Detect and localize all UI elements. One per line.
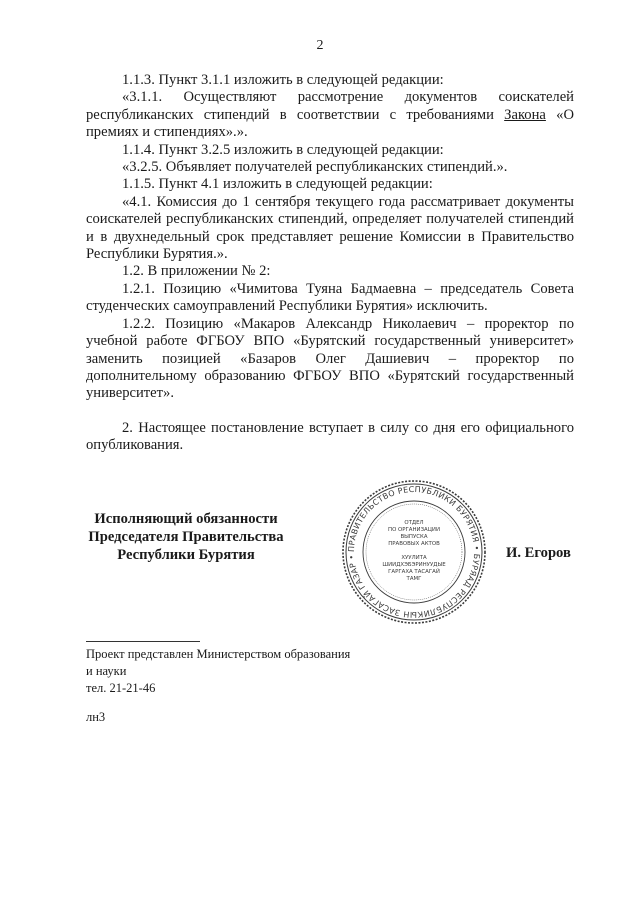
svg-text:ПРАВИТЕЛЬСТВО РЕСПУБЛИКИ БУРЯТ (347, 485, 481, 619)
seal-line: ХУУЛИТА (401, 555, 427, 561)
spacer (86, 403, 574, 420)
paragraph-3-1-1 (86, 89, 574, 141)
seal-outer-text: ПРАВИТЕЛЬСТВО РЕСПУБЛИКИ БУРЯТИЯ • БУРЯАД РЕСПУБЛИКЫН ЗАСАГАЙ ГАЗАР • (346, 484, 482, 620)
page-number: 2 (316, 38, 324, 53)
footnote-line: и науки (86, 664, 127, 678)
law-link[interactable]: Закона (504, 106, 546, 123)
footnote-divider (86, 641, 200, 642)
seal-line: ШИИДХЭБЭРИНУУДЫЕ (382, 562, 446, 568)
footnote-line: Проект представлен Министерством образования (86, 647, 351, 661)
signatory-title-line: Председателя Правительства (88, 529, 284, 545)
footnote-phone: тел. 21-21-46 (86, 681, 156, 695)
paragraph-1-1-3: 1.1.3. Пункт 3.1.1 изложить в следующей редакции: (122, 72, 444, 88)
seal-line: ВЫПУСКА (400, 534, 428, 540)
paragraph-text: «3.1.1. Осуществляют рассмотрение документов соискателей республиканских стипендий в соответствии с требованиями (86, 89, 574, 123)
seal-line: ГАРГАХА ТАСАГАЙ (388, 569, 440, 575)
document-body (86, 72, 574, 455)
paragraph-1-1-4: 1.1.4. Пункт 3.2.5 изложить в следующей редакции: (122, 141, 444, 158)
paragraph-1-2-1: 1.2.1. Позицию «Чимитова Туяна Бадмаевна – председатель Совета студенческих самоуправлений Республики Бурятия» исключить. (86, 280, 574, 315)
paragraph-3-2-5: «3.2.5. Объявляет получателей республиканских стипендий.». (122, 159, 508, 176)
paragraph-1-2-2: 1.2.2. Позицию «Макаров Александр Николаевич – проректор по учебной работе ФГБОУ ВПО «Бурятский государственный университет» заменить позицией «Базаров Олег Дашиевич – проректор по дополнительному образованию ФГБОУ ВПО «Бурятский государственный университет». (86, 315, 574, 402)
seal-line: ТАМГ (406, 576, 422, 582)
signatory-title-line: Исполняющий обязанности (94, 511, 278, 527)
signatory-title (86, 510, 286, 564)
paragraph-1-2: 1.2. В приложении № 2: (122, 263, 271, 280)
seal-line: ОТДЕЛ (404, 520, 424, 526)
document-code: лн3 (86, 710, 106, 724)
paragraph-2: 2. Настоящее постановление вступает в силу со дня его официального опубликования. (86, 419, 574, 454)
paragraph-text: «О премиях и стипендиях».». (86, 106, 574, 141)
official-seal-icon (340, 478, 488, 626)
seal-line: ПО ОРГАНИЗАЦИИ (388, 527, 440, 533)
footnote (86, 646, 350, 697)
signatory-title-line: Республики Бурятия (117, 547, 255, 563)
seal-line: ПРАВОВЫХ АКТОВ (388, 541, 440, 547)
paragraph-1-1-5: 1.1.5. Пункт 4.1 изложить в следующей редакции: (122, 176, 433, 193)
signatory-name: И. Егоров (506, 545, 571, 561)
paragraph-4-1: «4.1. Комиссия до 1 сентября текущего года рассматривает документы соискателей республиканских стипендий, определяет получателей стипендий и в двухнедельный срок представляет решение Комиссии в Правительство Республики Бурятия.». (86, 193, 574, 263)
